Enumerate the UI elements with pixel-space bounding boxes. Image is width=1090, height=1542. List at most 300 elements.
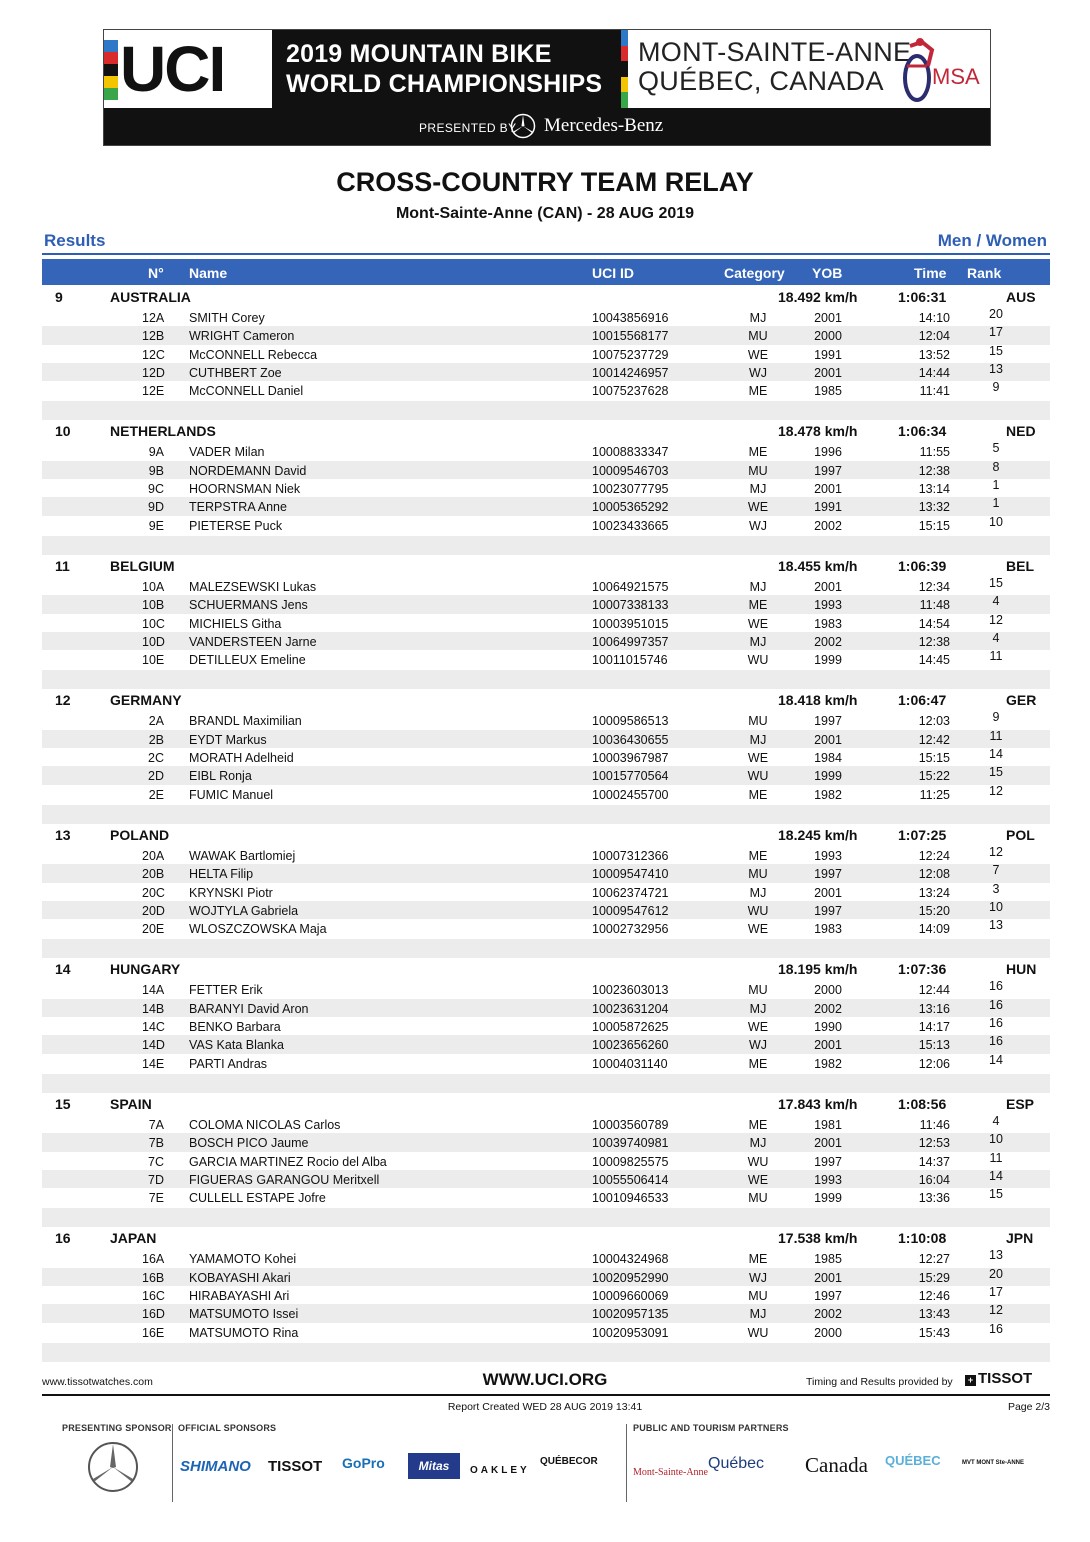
rider-bib: 14C <box>142 1020 165 1035</box>
rider-rank: 16 <box>989 1034 1003 1049</box>
quebec-original-logo: QUÉBEC <box>885 1453 941 1468</box>
rider-yob: 2002 <box>814 518 842 533</box>
team-speed: 18.455 km/h <box>778 557 858 574</box>
rider-bib: 2E <box>148 787 164 802</box>
rider-time: 15:15 <box>918 751 950 766</box>
rider-uci-id: 10002732956 <box>592 922 669 937</box>
rider-rank: 4 <box>992 630 1000 645</box>
rider-yob: 1996 <box>814 445 842 460</box>
rider-yob: 2000 <box>814 329 842 344</box>
rider-row <box>42 381 1050 399</box>
footer-divider <box>42 1394 1050 1396</box>
rider-rank: 13 <box>989 1248 1003 1263</box>
rider-bib: 14D <box>142 1038 165 1053</box>
rider-time: 12:38 <box>918 463 950 478</box>
team-nation: ESP <box>1006 1095 1035 1112</box>
rider-name: TERPSTRA Anne <box>189 500 287 515</box>
rider-time: 14:17 <box>918 1020 950 1035</box>
rider-bib: 14B <box>142 1001 165 1016</box>
rider-name: EYDT Markus <box>189 732 267 747</box>
rider-uci-id: 10009586513 <box>592 714 669 729</box>
rider-category: MJ <box>749 482 767 497</box>
rider-time: 12:53 <box>918 1136 950 1151</box>
partners-heading: PUBLIC AND TOURISM PARTNERS <box>633 1423 789 1433</box>
rider-uci-id: 10009546703 <box>592 463 669 478</box>
rider-category: WU <box>747 903 769 918</box>
rider-category: WU <box>747 1154 769 1169</box>
team-position: 15 <box>55 1095 71 1112</box>
rider-name: SCHUERMANS Jens <box>189 598 308 613</box>
rider-row <box>42 1017 1050 1035</box>
rider-name: MATSUMOTO Issei <box>189 1307 299 1322</box>
rider-rank: 13 <box>989 918 1003 933</box>
rider-bib: 7E <box>148 1191 164 1206</box>
rider-yob: 1999 <box>814 1191 842 1206</box>
rider-rank: 20 <box>989 307 1003 321</box>
rider-yob: 1997 <box>814 903 842 918</box>
rider-row <box>42 846 1050 864</box>
rider-category: MJ <box>749 1001 767 1016</box>
rider-uci-id: 10062374721 <box>592 885 669 900</box>
rider-time: 12:42 <box>918 732 950 747</box>
rider-row <box>42 1249 1050 1267</box>
rider-time: 12:24 <box>918 848 950 863</box>
team-position: 9 <box>55 289 63 305</box>
rider-row <box>42 345 1050 363</box>
rider-bib: 2B <box>148 732 164 747</box>
team-separator <box>42 1208 1050 1227</box>
rider-time: 15:43 <box>918 1325 950 1340</box>
rider-bib: 2D <box>148 769 164 784</box>
rider-category: ME <box>748 848 768 863</box>
rider-row <box>42 980 1050 998</box>
rider-uci-id: 10023656260 <box>592 1038 669 1053</box>
rider-rank: 9 <box>992 710 1000 725</box>
team-block <box>42 420 1050 554</box>
rider-row <box>42 766 1050 784</box>
team-row <box>42 958 1050 980</box>
rider-yob: 2001 <box>814 1038 842 1053</box>
team-nation: GER <box>1006 692 1037 709</box>
rider-category: WE <box>747 1172 769 1187</box>
rider-category: WE <box>747 500 769 515</box>
rider-rank: 15 <box>989 343 1003 358</box>
rider-uci-id: 10020953091 <box>592 1325 669 1340</box>
rider-bib: 12D <box>142 365 165 380</box>
team-speed: 18.245 km/h <box>778 826 858 843</box>
rider-uci-id: 10007338133 <box>592 598 669 613</box>
rider-name: DETILLEUX Emeline <box>189 653 306 668</box>
rider-rank: 15 <box>989 1187 1003 1202</box>
rider-bib: 7C <box>148 1154 164 1169</box>
team-time: 1:06:39 <box>898 557 947 574</box>
banner-top <box>104 30 990 108</box>
team-row <box>42 420 1050 442</box>
rider-uci-id: 10009547612 <box>592 903 669 918</box>
rider-rank: 17 <box>989 325 1003 340</box>
team-separator <box>42 401 1050 420</box>
team-name: POLAND <box>110 826 170 843</box>
rider-row <box>42 577 1050 595</box>
rider-name: FIGUERAS GARANGOU Meritxell <box>189 1172 380 1187</box>
rider-rank: 14 <box>989 747 1003 762</box>
rider-rank: 12 <box>989 1303 1003 1318</box>
rider-row <box>42 650 1050 668</box>
rainbow-divider <box>621 30 628 108</box>
rider-rank: 20 <box>989 1266 1003 1281</box>
results-table <box>42 286 1050 1362</box>
team-block <box>42 689 1050 823</box>
rider-time: 12:44 <box>918 983 950 998</box>
team-name: AUSTRALIA <box>110 289 191 305</box>
team-nation: AUS <box>1006 289 1036 305</box>
team-speed: 17.843 km/h <box>778 1095 858 1112</box>
team-block <box>42 1227 1050 1361</box>
rider-time: 12:34 <box>918 579 950 594</box>
rider-time: 14:37 <box>918 1154 950 1169</box>
rider-name: MATSUMOTO Rina <box>189 1325 299 1340</box>
championship-line-2: WORLD CHAMPIONSHIPS <box>286 70 603 98</box>
sponsor-separator <box>172 1424 173 1502</box>
rider-row <box>42 497 1050 515</box>
rider-uci-id: 10009825575 <box>592 1154 669 1169</box>
rider-uci-id: 10064997357 <box>592 634 669 649</box>
rider-name: CUTHBERT Zoe <box>189 365 282 380</box>
tissot-sponsor-logo: TISSOT <box>268 1458 323 1475</box>
rider-uci-id: 10075237729 <box>592 347 669 362</box>
rider-time: 15:13 <box>918 1038 950 1053</box>
rider-bib: 2A <box>148 714 164 729</box>
rider-name: YAMAMOTO Kohei <box>189 1252 297 1267</box>
team-position: 12 <box>55 692 71 709</box>
presenter-name: Mercedes-Benz <box>544 115 664 136</box>
rider-time: 15:15 <box>918 518 950 533</box>
rider-row <box>42 632 1050 650</box>
rider-row <box>42 516 1050 534</box>
rider-bib: 9E <box>148 518 164 533</box>
rider-yob: 1997 <box>814 1288 842 1303</box>
championship-line-1: 2019 MOUNTAIN BIKE <box>286 40 552 68</box>
rider-category: MJ <box>749 311 767 325</box>
rider-category: ME <box>748 384 768 399</box>
rider-time: 12:46 <box>918 1288 950 1303</box>
msa-text: MSA <box>932 64 980 89</box>
rider-category: WE <box>747 751 769 766</box>
rider-category: MU <box>748 714 768 729</box>
rider-rank: 5 <box>992 441 1000 456</box>
rider-name: MALEZSEWSKI Lukas <box>189 579 317 594</box>
rider-uci-id: 10036430655 <box>592 732 669 747</box>
rider-name: SMITH Corey <box>189 311 265 325</box>
rider-bib: 2C <box>148 751 164 766</box>
rider-yob: 2001 <box>814 482 842 497</box>
rider-yob: 2002 <box>814 634 842 649</box>
team-speed: 18.195 km/h <box>778 961 858 978</box>
rider-bib: 16C <box>142 1288 165 1303</box>
rider-name: COLOMA NICOLAS Carlos <box>189 1117 341 1132</box>
rider-time: 12:04 <box>918 329 950 344</box>
rider-uci-id: 10011015746 <box>592 653 668 668</box>
page-number: Page 2/3 <box>1007 1401 1050 1413</box>
team-name: BELGIUM <box>110 557 175 574</box>
col-name: Name <box>189 265 228 281</box>
rider-rank: 17 <box>989 1284 1003 1299</box>
rider-bib: 9B <box>148 463 164 478</box>
rider-yob: 1997 <box>814 1154 842 1169</box>
rider-time: 11:48 <box>919 598 950 613</box>
rider-category: MJ <box>749 1307 767 1322</box>
rider-category: ME <box>748 445 768 460</box>
rider-row <box>42 479 1050 497</box>
tissot-url[interactable]: www.tissotwatches.com <box>42 1376 153 1388</box>
presenting-sponsor-heading: PRESENTING SPONSOR <box>62 1423 172 1433</box>
rider-uci-id: 10002455700 <box>592 787 669 802</box>
rider-category: WU <box>747 769 769 784</box>
rider-uci-id: 10039740981 <box>592 1136 669 1151</box>
rider-name: KOBAYASHI Akari <box>189 1270 291 1285</box>
team-nation: BEL <box>1006 557 1034 574</box>
event-banner <box>103 29 991 146</box>
rider-name: McCONNELL Rebecca <box>189 347 318 362</box>
rider-yob: 1993 <box>814 848 842 863</box>
rider-yob: 1999 <box>814 653 842 668</box>
rider-name: VADER Milan <box>189 445 265 460</box>
team-speed: 18.478 km/h <box>778 423 858 440</box>
rider-bib: 10A <box>142 579 165 594</box>
uci-url[interactable]: WWW.UCI.ORG <box>482 1370 608 1389</box>
rider-yob: 1991 <box>814 500 842 515</box>
rider-category: MU <box>748 329 768 344</box>
rider-uci-id: 10004324968 <box>592 1252 669 1267</box>
col-time: Time <box>914 265 947 281</box>
rider-category: ME <box>748 1252 768 1267</box>
rider-category: WU <box>747 1325 769 1340</box>
team-row <box>42 824 1050 846</box>
team-name: NETHERLANDS <box>110 423 216 440</box>
rider-uci-id: 10003560789 <box>592 1117 669 1132</box>
rider-bib: 16A <box>142 1252 165 1267</box>
team-time: 1:08:56 <box>898 1095 947 1112</box>
msa-cyclist-logo <box>892 36 984 104</box>
gopro-logo: GoPro <box>342 1455 385 1471</box>
rider-uci-id: 10075237628 <box>592 384 669 399</box>
rider-category: ME <box>748 787 768 802</box>
team-speed: 18.492 km/h <box>778 289 858 305</box>
rider-time: 14:44 <box>918 365 950 380</box>
mitas-logo: Mitas <box>408 1453 460 1479</box>
team-separator <box>42 939 1050 958</box>
rider-row <box>42 1054 1050 1072</box>
rider-yob: 1982 <box>814 787 842 802</box>
rider-bib: 10B <box>142 598 165 613</box>
banner-presenter-bar <box>104 108 990 145</box>
rider-name: KRYNSKI Piotr <box>189 885 273 900</box>
team-name: GERMANY <box>110 692 182 709</box>
rider-row <box>42 1035 1050 1053</box>
team-name: HUNGARY <box>110 961 181 978</box>
rider-rank: 1 <box>992 478 1000 493</box>
rider-yob: 1999 <box>814 769 842 784</box>
rider-category: MU <box>748 1288 768 1303</box>
rider-row <box>42 442 1050 460</box>
rider-category: MU <box>748 1191 768 1206</box>
rider-bib: 12B <box>142 329 165 344</box>
rider-bib: 14A <box>142 983 165 998</box>
rider-bib: 14E <box>142 1056 165 1071</box>
rider-rank: 7 <box>992 863 1000 878</box>
team-block <box>42 286 1050 420</box>
rider-name: HIRABAYASHI Ari <box>189 1288 290 1303</box>
rider-row <box>42 748 1050 766</box>
rider-row <box>42 1115 1050 1133</box>
rider-name: MICHIELS Githa <box>189 616 282 631</box>
rider-yob: 2000 <box>814 983 842 998</box>
canada-logo: Canada <box>805 1453 868 1477</box>
col-category: Category <box>724 265 785 281</box>
rider-category: ME <box>748 1056 768 1071</box>
quebec-logo: Québec <box>708 1455 765 1472</box>
rider-category: WE <box>747 922 769 937</box>
rider-rank: 16 <box>989 1016 1003 1031</box>
rider-yob: 1993 <box>814 598 842 613</box>
page-title: CROSS-COUNTRY TEAM RELAY <box>336 167 754 197</box>
rider-category: WJ <box>748 1270 768 1285</box>
rider-uci-id: 10003951015 <box>592 616 669 631</box>
rider-rank: 11 <box>989 728 1003 743</box>
team-time: 1:06:31 <box>898 289 947 305</box>
rider-row <box>42 363 1050 381</box>
rider-time: 14:09 <box>918 922 950 937</box>
rider-bib: 16D <box>142 1307 165 1322</box>
rider-category: WJ <box>748 365 768 380</box>
rider-yob: 1983 <box>814 922 842 937</box>
rider-yob: 1997 <box>814 463 842 478</box>
rider-rank: 3 <box>992 881 1000 896</box>
rider-category: WU <box>747 653 769 668</box>
rider-category: MJ <box>749 634 767 649</box>
rider-category: WJ <box>748 518 768 533</box>
rider-time: 13:52 <box>918 347 950 362</box>
rider-row <box>42 1323 1050 1341</box>
rider-rank: 12 <box>989 783 1003 798</box>
rider-bib: 12E <box>142 384 165 399</box>
rider-yob: 1982 <box>814 1056 842 1071</box>
rider-time: 14:54 <box>918 616 950 631</box>
rider-bib: 9C <box>148 482 164 497</box>
rider-row <box>42 864 1050 882</box>
rider-rank: 10 <box>989 899 1003 914</box>
rider-yob: 1985 <box>814 384 842 399</box>
team-time: 1:06:34 <box>898 423 947 440</box>
rider-bib: 16B <box>142 1270 165 1285</box>
rider-row <box>42 326 1050 344</box>
col-number: N° <box>148 265 164 281</box>
rider-row <box>42 785 1050 803</box>
rider-time: 15:22 <box>918 769 950 784</box>
rider-uci-id: 10004031140 <box>592 1056 668 1071</box>
rider-yob: 1993 <box>814 1172 842 1187</box>
rider-row <box>42 901 1050 919</box>
rider-time: 11:55 <box>919 445 950 460</box>
mont-sainte-anne-logo: Mont-Sainte-Anne <box>633 1467 708 1478</box>
rider-row <box>42 461 1050 479</box>
rider-time: 13:14 <box>918 482 950 497</box>
rider-uci-id: 10015770564 <box>592 769 669 784</box>
rider-yob: 2001 <box>814 579 842 594</box>
team-row <box>42 555 1050 577</box>
rider-uci-id: 10010946533 <box>592 1191 669 1206</box>
team-separator <box>42 536 1050 555</box>
rider-yob: 1981 <box>814 1117 842 1132</box>
rider-yob: 2001 <box>814 885 842 900</box>
rider-yob: 2001 <box>814 1136 842 1151</box>
team-time: 1:07:36 <box>898 961 947 978</box>
uci-rainbow-stripes <box>104 40 118 100</box>
rider-uci-id: 10023077795 <box>592 482 669 497</box>
rider-yob: 2001 <box>814 1270 842 1285</box>
rider-rank: 15 <box>989 765 1003 780</box>
rider-category: WE <box>747 1020 769 1035</box>
team-name: JAPAN <box>110 1230 157 1247</box>
rider-rank: 12 <box>989 612 1003 627</box>
mvt-logo: MVT MONT Ste-ANNE <box>962 1460 1024 1466</box>
team-position: 13 <box>55 826 71 843</box>
rider-category: WE <box>747 616 769 631</box>
table-header <box>42 259 1050 285</box>
rider-name: WLOSZCZOWSKA Maja <box>189 922 327 937</box>
rider-category: MU <box>748 867 768 882</box>
rider-row <box>42 711 1050 729</box>
team-row <box>42 1227 1050 1249</box>
rider-time: 12:03 <box>918 714 950 729</box>
rider-rank: 10 <box>989 1132 1003 1147</box>
rider-row <box>42 883 1050 901</box>
rider-bib: 7D <box>148 1172 164 1187</box>
rider-name: GARCIA MARTINEZ Rocio del Alba <box>189 1154 387 1169</box>
rider-yob: 2001 <box>814 311 842 325</box>
championship-title-box <box>272 30 622 108</box>
report-created: Report Created WED 28 AUG 2019 13:41 <box>447 1401 643 1413</box>
rider-row <box>42 1170 1050 1188</box>
team-separator <box>42 670 1050 689</box>
col-uci-id: UCI ID <box>592 265 634 281</box>
rider-row <box>42 730 1050 748</box>
team-speed: 17.538 km/h <box>778 1230 858 1247</box>
rider-yob: 2002 <box>814 1001 842 1016</box>
mercedes-star-icon <box>510 113 536 139</box>
tissot-logo <box>965 1370 1032 1387</box>
venue-text <box>638 38 911 96</box>
rider-time: 14:10 <box>918 311 950 325</box>
rider-name: CULLELL ESTAPE Jofre <box>189 1191 326 1206</box>
team-position: 14 <box>55 961 71 978</box>
rider-yob: 1990 <box>814 1020 842 1035</box>
rider-name: WOJTYLA Gabriela <box>189 903 299 918</box>
rider-yob: 1985 <box>814 1252 842 1267</box>
rider-uci-id: 10007312366 <box>592 848 669 863</box>
rider-category: MJ <box>749 732 767 747</box>
rider-bib: 9D <box>148 500 164 515</box>
rider-uci-id: 10005365292 <box>592 500 669 515</box>
rider-uci-id: 10003967987 <box>592 751 669 766</box>
rider-name: VANDERSTEEN Jarne <box>189 634 317 649</box>
team-position: 10 <box>55 423 71 440</box>
mercedes-sponsor-icon <box>87 1441 139 1493</box>
rider-category: ME <box>748 598 768 613</box>
rider-name: MORATH Adelheid <box>189 751 294 766</box>
rider-category: MJ <box>749 1136 767 1151</box>
rider-name: HELTA Filip <box>189 867 254 882</box>
